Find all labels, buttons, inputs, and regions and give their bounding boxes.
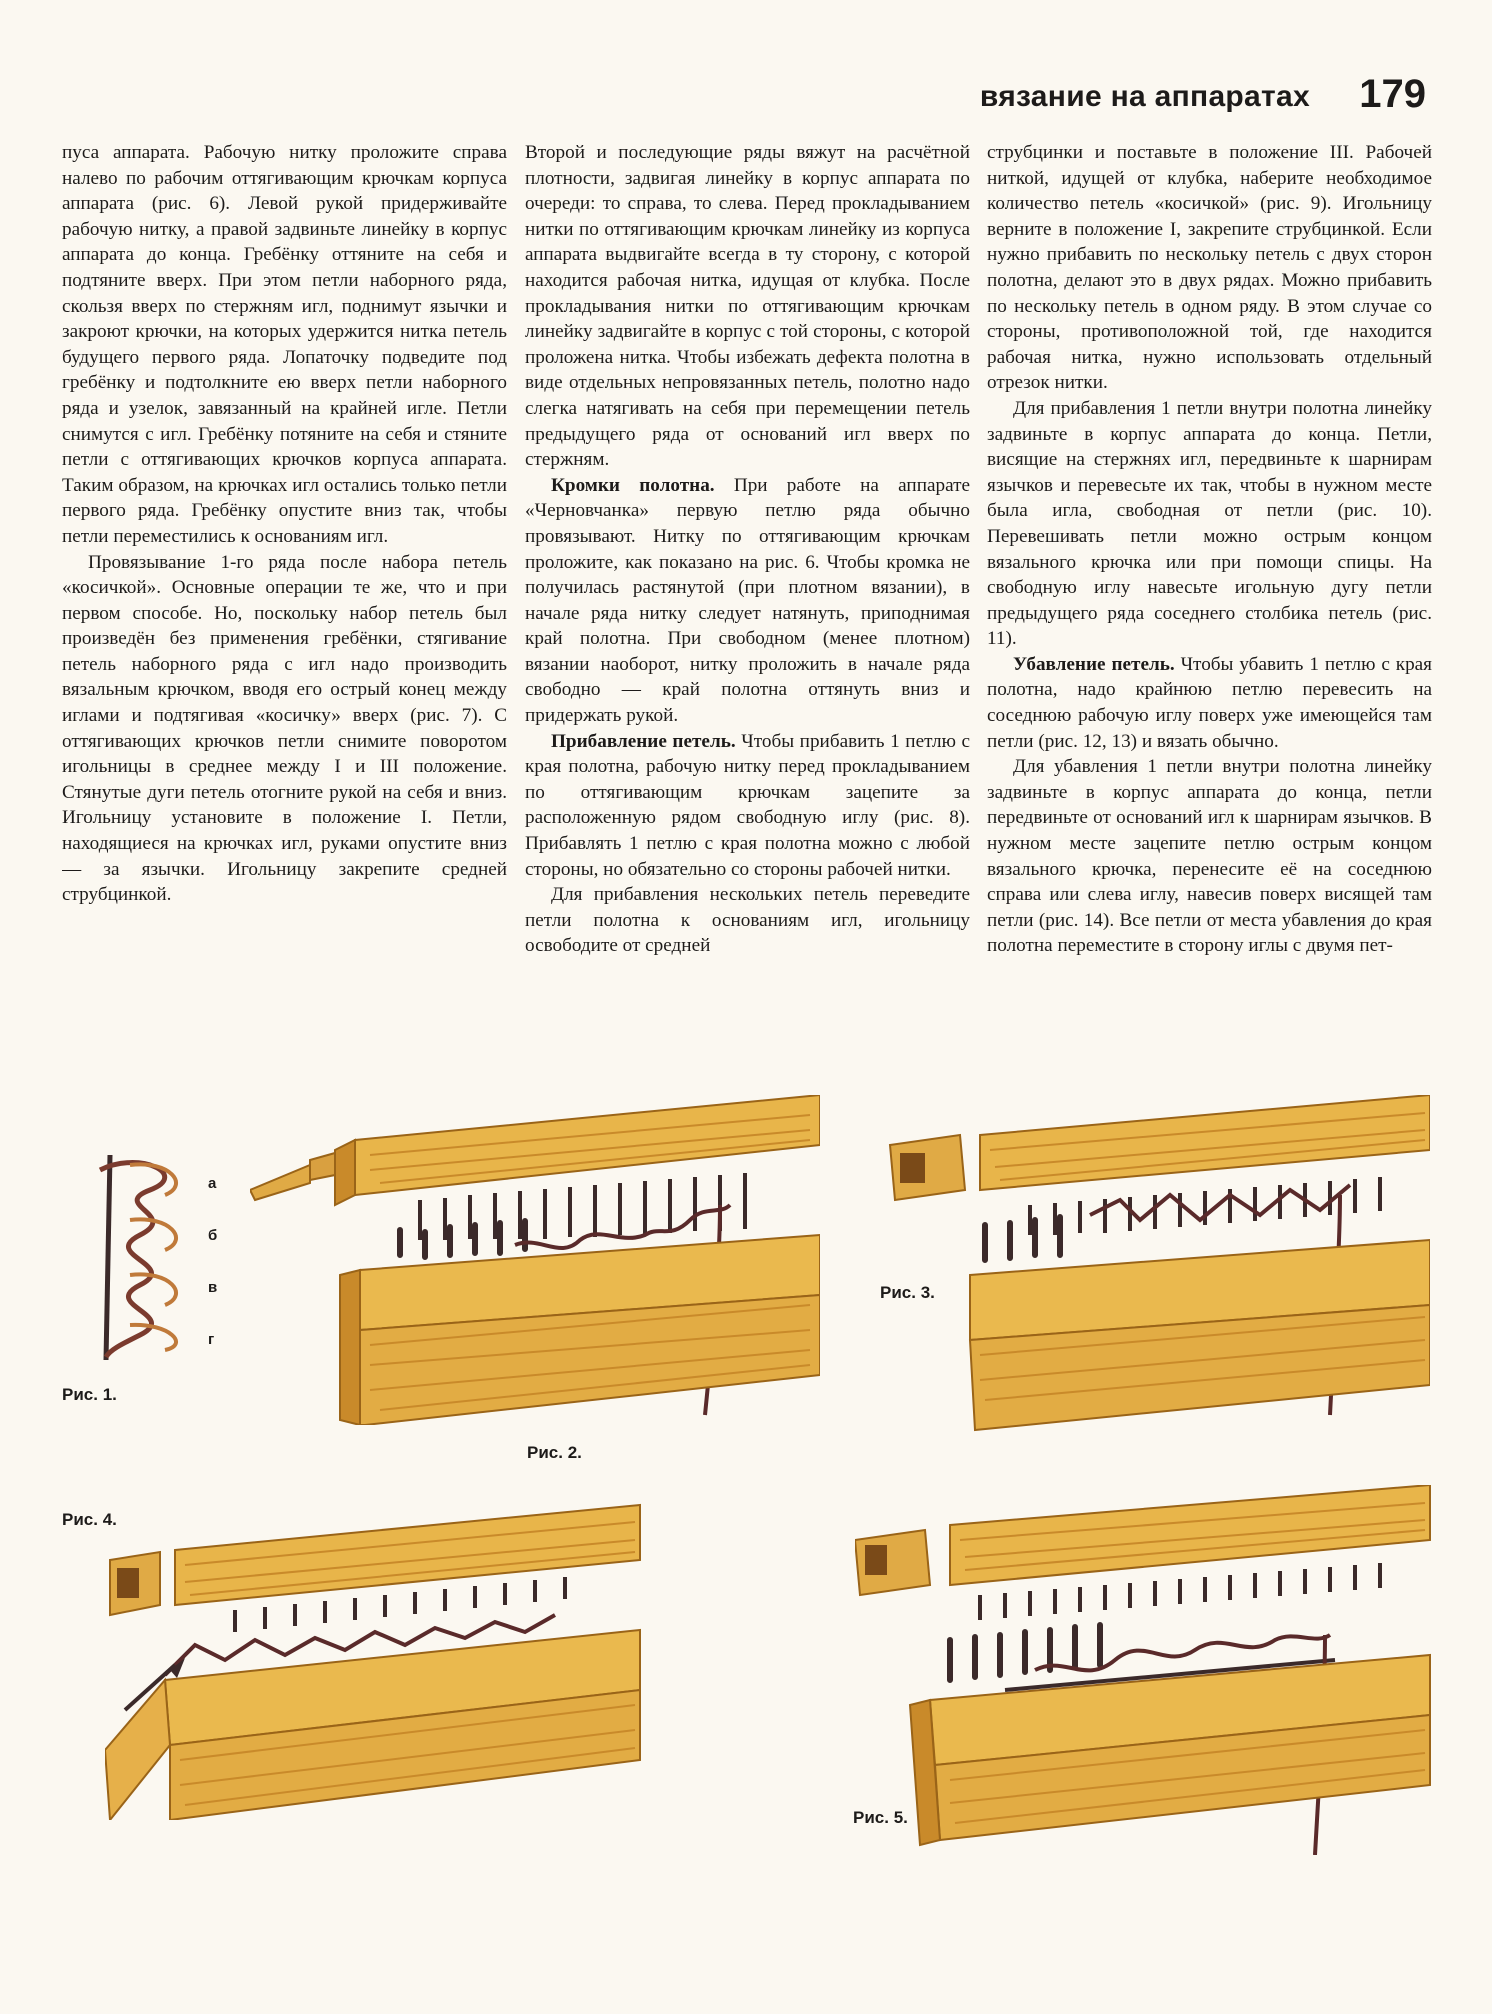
- paragraph: Для убавления 1 петли внутри полотна линейку задвиньте в корпус аппарата до конца, петли передвиньте от оснований игл к шарнирам язычков. В нужном месте зацепите петлю острым концом вязального крючка, перенесите её на соседнюю справа или слева иглу, навесив поверх висящей там петли (рис. 14). Все петли от места убавления до края полотна переместите в сторону иглы с двумя пет-: [987, 756, 1432, 957]
- paragraph: Второй и последующие ряды вяжут на расчётной плотности, задвигая линейку в корпус аппарата по очереди: то справа, то слева. Перед прокладыванием нитки по оттягивающим крючкам линейку из корпуса аппарата выдвигайте всегда в ту сторону, с которой находится рабочая нитка, идущая от клубка. После прокладывания нитки по оттягивающим крючкам линейку задвигайте в корпус с той стороны, с которой проложена нитка. Чтобы избежать дефекта полотна в виде отдельных непровязанных петель, полотно надо слегка натягивать на себя при перемещении петель предыдущего ряда от оснований игл вверх по стержням.: [525, 142, 970, 471]
- paragraph: Убавление петель. Чтобы убавить 1 петлю с края полотна, надо крайнюю петлю перевесить на соседнюю рабочую иглу поверх уже имеющейся там петли (рис. 12, 13) и вязать обычно.: [987, 653, 1432, 752]
- figure-3-illustration: [870, 1095, 1430, 1435]
- paragraph: Кромки полотна. При работе на аппарате «Черновчанка» первую петлю ряда обычно провязывают. Нитку по оттягивающим крючкам проложите, как показано на рис. 6. Чтобы кромка не получилась растянутой (при плотном вязании), в начале ряда нитку следует натянуть, приподнимая край полотна. При свободном (менее плотном) вязании наоборот, нитку проложить в начале ряда свободно — край полотна оттянуть вниз и придержать рукой.: [525, 474, 970, 727]
- figure-3-caption: Рис. 3.: [880, 1283, 935, 1302]
- subheading: Убавление петель.: [1013, 653, 1175, 675]
- text-column-1: [62, 140, 507, 1060]
- figure-5-caption: Рис. 5.: [853, 1808, 908, 1827]
- paragraph: Для прибавления нескольких петель переведите петли полотна к основаниям игл, игольницу освободите от средней: [525, 884, 970, 957]
- figure-2-caption: Рис. 2.: [527, 1443, 582, 1462]
- text-column-2: [525, 140, 970, 1060]
- section-title: вязание на аппаратах: [979, 80, 1310, 113]
- figure-1-illustration: [70, 1145, 210, 1365]
- paragraph: струбцинки и поставьте в положение III. Рабочей ниткой, идущей от клубка, наберите необходимое количество петель «косичкой» (рис. 9). Игольницу верните в положение I, закрепите струбцинкой. Если нужно прибавить по нескольку петель с двух сторон полотна, делают это в двух рядах. Можно прибавить по нескольку петель в одном ряду. В этом случае со стороны, противоположной той, где находится рабочая нитка, нужно использовать отдельный отрезок нитки.: [987, 142, 1432, 394]
- figure-4-illustration: [105, 1500, 645, 1820]
- page-number: 179: [1359, 72, 1426, 116]
- text-column-3: [987, 140, 1432, 1060]
- figure-2-illustration: [250, 1095, 820, 1425]
- paragraph: Прибавление петель. Чтобы прибавить 1 петлю с края полотна, рабочую нитку перед прокладыванием по оттягивающим крючкам зацепите за расположенную рядом свободную иглу (рис. 8). Прибавлять 1 петлю с края полотна можно с любой стороны, но обязательно со стороны рабочей нитки.: [525, 730, 970, 880]
- figure-1-caption: Рис. 1.: [62, 1385, 117, 1404]
- subheading: Кромки полотна.: [551, 474, 715, 496]
- running-header: [925, 70, 1430, 130]
- figure-5-illustration: [855, 1485, 1435, 1855]
- paragraph: Для прибавления 1 петли внутри полотна линейку задвиньте в корпус аппарата до конца. Петли, висящие на стержнях игл, передвиньте к шарнирам язычков и перевесьте их так, чтобы в нужном месте была игла, свободная от петли (рис. 10). Перевешивать петли можно острым концом вязального крючка или при помощи спицы. На свободную иглу навесьте игольную дугу петли предыдущего ряда соседнего столбика петель (рис. 11).: [987, 397, 1432, 650]
- figure-4-caption: Рис. 4.: [62, 1510, 117, 1529]
- paragraph: Провязывание 1-го ряда после набора петель «косичкой». Основные операции те же, что и при первом способе. Но, поскольку набор петель был произведён без применения гребёнки, стягивание петель наборного ряда с игл надо производить вязальным крючком, вводя его острый конец между иглами и подтягивая «косичку» вверх (рис. 7). С оттягивающих крючков петли снимите поворотом игольницы в среднее между I и III положение. Стянутые дуги петель отогните рукой на себя и вниз. Игольницу установите в положение I. Петли, находящиеся на крючках игл, руками опустите вниз — за язычки. Игольницу закрепите средней струбцинкой.: [62, 551, 507, 906]
- subheading: Прибавление петель.: [551, 730, 736, 752]
- paragraph: пуса аппарата. Рабочую нитку проложите справа налево по рабочим оттягивающим крючкам корпуса аппарата (рис. 6). Левой рукой придерживайте рабочую нитку, а правой задвиньте линейку в корпус аппарата до конца. Гребёнку оттяните на себя и подтяните вверх. При этом петли наборного ряда, скользя вверх по стержням игл, поднимут язычки и закроют крючки, на которых удержится нитка петель будущего первого ряда. Лопаточку подведите под гребёнку и подтолкните ею вверх петли наборного ряда и узелок, завязанный на крайней игле. Петли снимутся с игл. Гребёнку потяните на себя и стяните петли с оттягивающих крючков корпуса аппарата. Таким образом, на крючках игл остались только петли первого ряда. Гребёнку опустите вниз так, чтобы петли переместились к основаниям игл.: [62, 142, 507, 547]
